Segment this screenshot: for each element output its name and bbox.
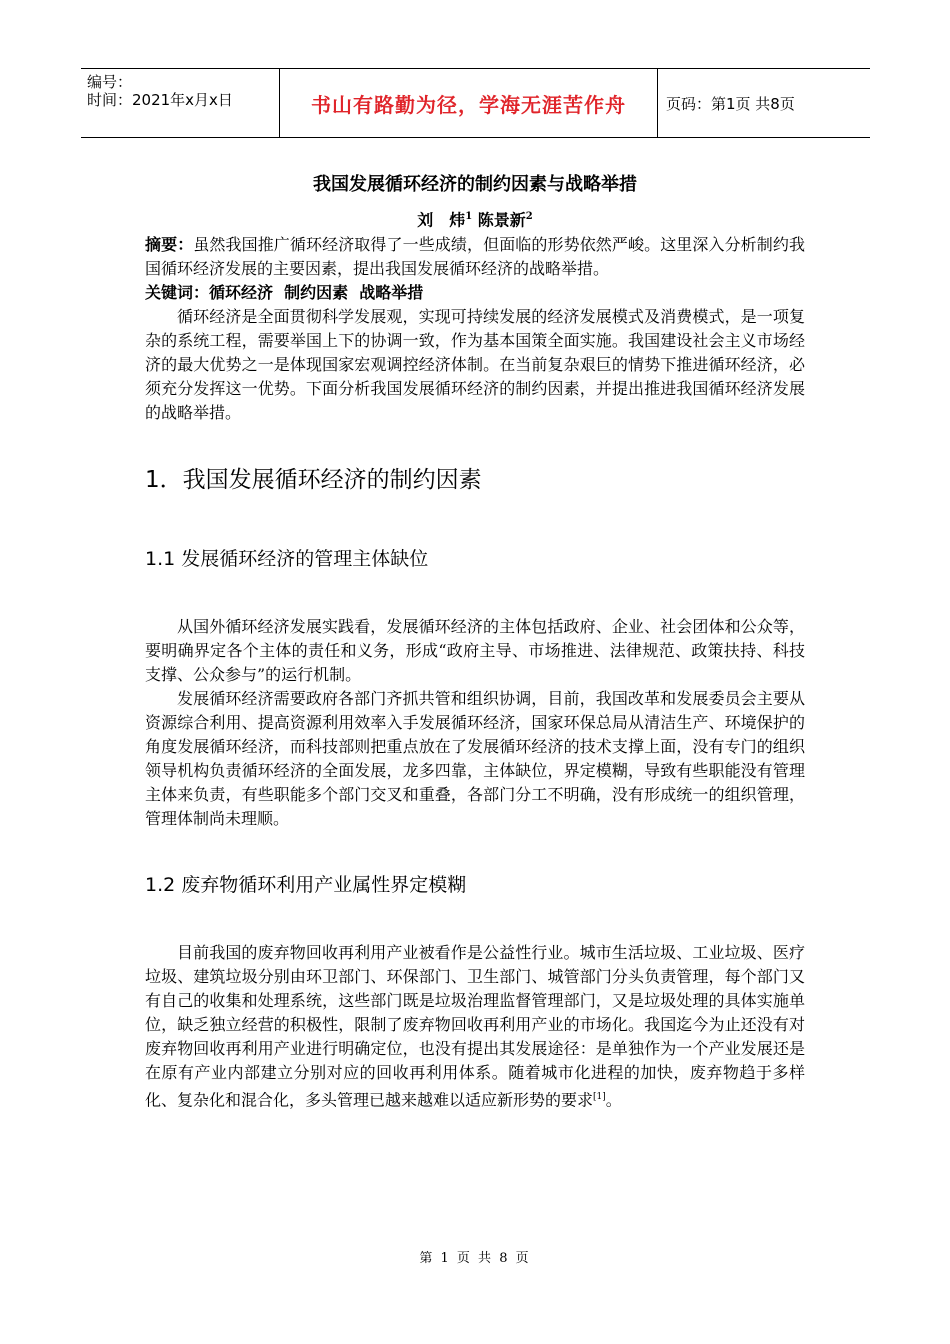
- authors: [145, 204, 805, 233]
- abstract-text: 虽然我国推广循环经济取得了一些成绩，但面临的形势依然严峻。这里深入分析制约我国循环经济发展的主要因素，提出我国发展循环经济的战略举措。: [145, 235, 805, 279]
- intro-paragraph: 循环经济是全面贯彻科学发展观，实现可持续发展的经济发展模式及消费模式，是一项复杂的系统工程，需要举国上下的协调一致，作为基本国策全面实施。我国建设社会主义市场经济的最大优势之一是体现国家宏观调控经济体制。在当前复杂艰巨的情势下推进循环经济，必须充分发挥这一优势。下面分析我国发展循环经济的制约因素，并提出推进我国循环经济发展的战略举措。: [145, 307, 805, 423]
- header-meta: [81, 69, 280, 137]
- paragraph: [145, 941, 805, 1112]
- document-time-label: 时间：2021年x月x日: [87, 91, 233, 109]
- document-number-label: 编号：: [87, 73, 133, 91]
- paragraph-end: 。: [605, 1090, 622, 1110]
- section-heading: 1．我国发展循环经济的制约因素: [145, 467, 482, 494]
- keywords-text: 循环经济 制约因素 战略举措: [209, 283, 424, 303]
- keywords: [145, 281, 805, 305]
- abstract-label: 摘要：: [145, 235, 194, 255]
- header-page-info: 页码：第1页 共8页: [666, 94, 795, 113]
- author-superscript: 2: [525, 211, 533, 222]
- citation-ref: [1]: [593, 1092, 606, 1103]
- author-superscript: 1: [465, 211, 473, 222]
- paragraph: 从国外循环经济发展实践看，发展循环经济的主体包括政府、企业、社会团体和公众等，要明确界定各个主体的责任和义务，形成“政府主导、市场推进、法律规范、政策扶持、科技支撑、公众参与”的运行机制。: [145, 617, 805, 685]
- paragraph: 发展循环经济需要政府各部门齐抓共管和组织协调，目前，我国改革和发展委员会主要从资源综合利用、提高资源利用效率入手发展循环经济，国家环保总局从清洁生产、环境保护的角度发展循环经济，而科技部则把重点放在了发展循环经济的技术支撑上面，没有专门的组织领导机构负责循环经济的全面发展，龙多四靠，主体缺位，界定模糊，导致有些职能没有管理主体来负责，有些职能多个部门交叉和重叠，各部门分工不明确，没有形成统一的组织管理，管理体制尚未理顺。: [145, 689, 805, 829]
- author-name: 刘 炜: [417, 210, 466, 230]
- author-name: 陈景新: [477, 210, 526, 230]
- header-motto: 书山有路勤为径，学海无涯苦作舟: [280, 69, 658, 137]
- document-title: 我国发展循环经济的制约因素与战略举措: [313, 174, 637, 195]
- page-footer: 第 1 页 共 8 页: [419, 1251, 531, 1266]
- abstract: [145, 233, 805, 281]
- page-header: [81, 68, 870, 138]
- subsection-heading: 1.2 废弃物循环利用产业属性界定模糊: [145, 874, 467, 897]
- paragraph-text: 目前我国的废弃物回收再利用产业被看作是公益性行业。城市生活垃圾、工业垃圾、医疗垃圾、建筑垃圾分别由环卫部门、环保部门、卫生部门、城管部门分头负责管理，每个部门又有自己的收集和处理系统，这些部门既是垃圾治理监督管理部门，又是垃圾处理的具体实施单位，缺乏独立经营的积极性，限制了废弃物回收再利用产业的市场化。我国迄今为止还没有对废弃物回收再利用产业进行明确定位，也没有提出其发展途径：是单独作为一个产业发展还是在原有产业内部建立分别对应的回收再利用体系。随着城市化进程的加快，废弃物趋于多样化、复杂化和混合化，多头管理已越来越难以适应新形势的要求: [145, 943, 805, 1110]
- document-body: [145, 170, 805, 1113]
- keywords-label: 关键词：: [145, 283, 210, 303]
- subsection-heading: 1.1 发展循环经济的管理主体缺位: [145, 548, 429, 571]
